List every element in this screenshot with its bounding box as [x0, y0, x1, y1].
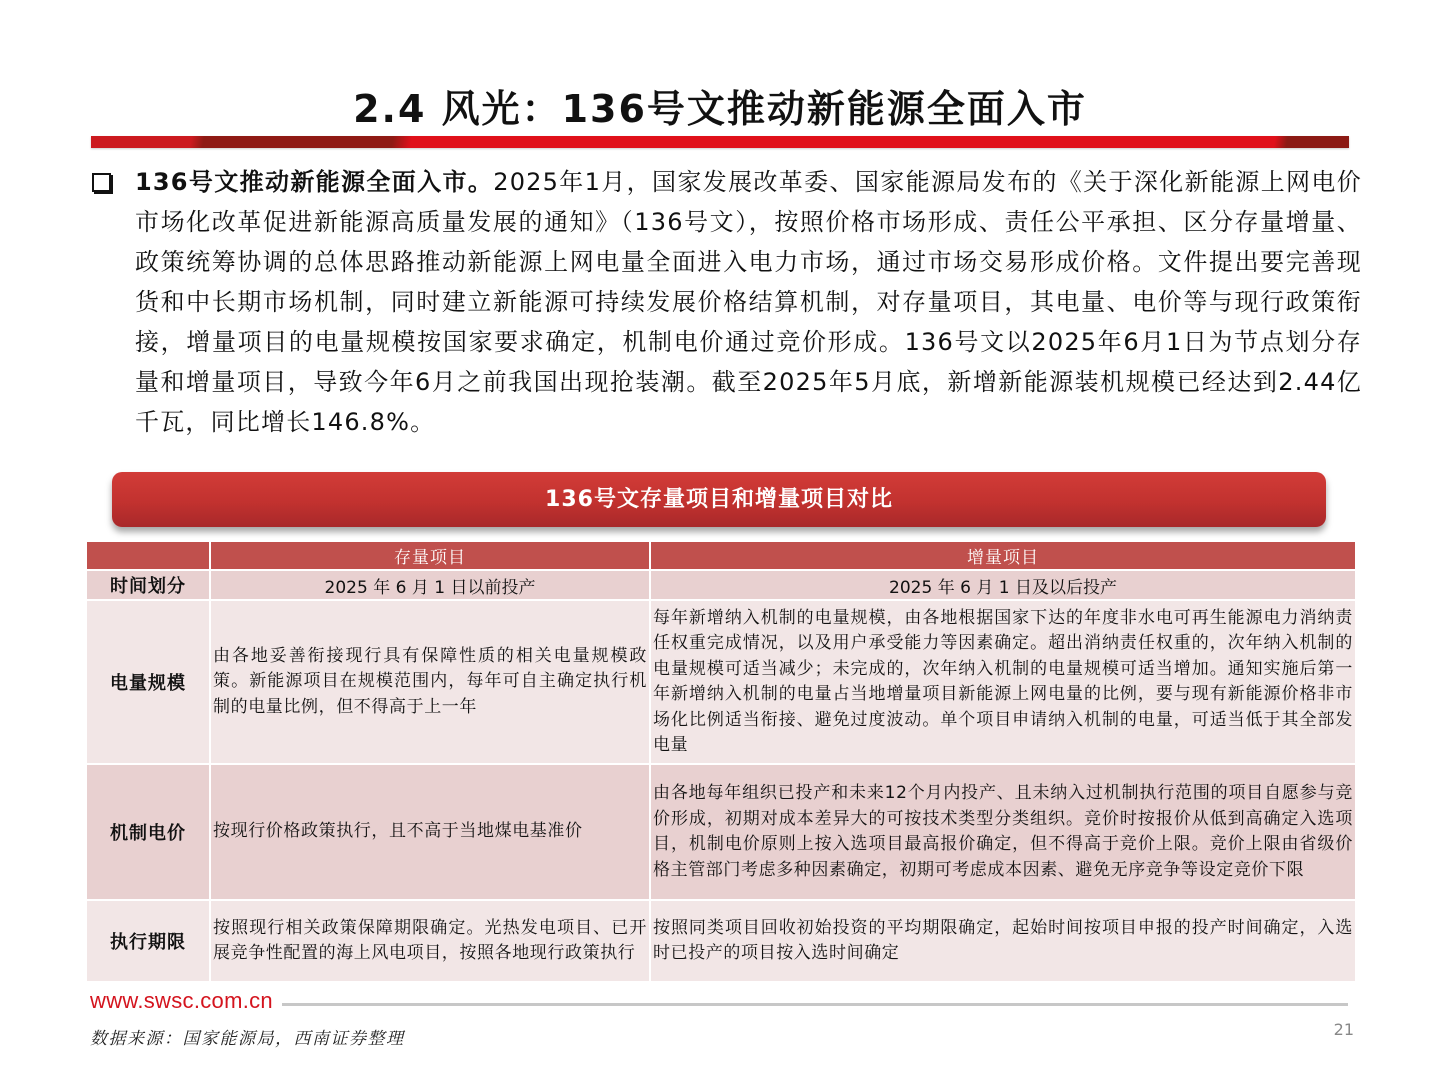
summary-bullet: [92, 162, 1362, 442]
row-label: 电量规模: [86, 600, 210, 764]
header-incremental: 增量项目: [650, 541, 1356, 570]
cell-existing: 按照现行相关政策保障期限确定。光热发电项目、已开展竞争性配置的海上风电项目，按照各地现行政策执行: [210, 900, 650, 982]
table-row: [86, 570, 1356, 600]
cell-existing: 按现行价格政策执行，且不高于当地煤电基准价: [210, 764, 650, 900]
table-row: [86, 600, 1356, 764]
cell-incremental: 按照同类项目回收初始投资的平均期限确定，起始时间按项目申报的投产时间确定，入选时已投产的项目按入选时间确定: [650, 900, 1356, 982]
table-row: [86, 900, 1356, 982]
row-label: 时间划分: [86, 570, 210, 600]
slide-title: 2.4 风光：136号文推动新能源全面入市: [353, 87, 1087, 131]
title-divider-bar: [91, 136, 1349, 148]
data-source-note: 数据来源：国家能源局，西南证券整理: [90, 1029, 405, 1049]
table-title-banner: 136号文存量项目和增量项目对比: [112, 472, 1326, 527]
row-label: 机制电价: [86, 764, 210, 900]
comparison-table: [85, 540, 1357, 983]
summary-lead: 136号文推动新能源全面入市。: [135, 168, 494, 196]
checkbox-square-icon: [92, 173, 111, 192]
cell-incremental: 由各地每年组织已投产和未来12个月内投产、且未纳入过机制执行范围的项目自愿参与竞价形成，初期对成本差异大的可按技术类型分类组织。竞价时按报价从低到高确定入选项目，机制电价原则上按入选项目最高报价确定，但不得高于竞价上限。竞价上限由省级价格主管部门考虑多种因素确定，初期可考虑成本因素、避免无序竞争等设定竞价下限: [650, 764, 1356, 900]
summary-body: 2025年1月，国家发展改革委、国家能源局发布的《关于深化新能源上网电价市场化改革促进新能源高质量发展的通知》（136号文），按照价格市场形成、责任公平承担、区分存量增量、政策统筹协调的总体思路推动新能源上网电量全面进入电力市场，通过市场交易形成价格。文件提出要完善现货和中长期市场机制，同时建立新能源可持续发展价格结算机制，对存量项目，其电量、电价等与现行政策衔接，增量项目的电量规模按国家要求确定，机制电价通过竞价形成。136号文以2025年6月1日为节点划分存量和增量项目，导致今年6月之前我国出现抢装潮。截至2025年5月底，新增新能源装机规模已经达到2.44亿千瓦，同比增长146.8%。: [135, 168, 1362, 436]
footer-divider: [282, 1003, 1348, 1006]
company-website-link[interactable]: www.swsc.com.cn: [90, 988, 273, 1013]
cell-existing: 由各地妥善衔接现行具有保障性质的相关电量规模政策。新能源项目在规模范围内，每年可自主确定执行机制的电量比例，但不得高于上一年: [210, 600, 650, 764]
cell-existing: 2025 年 6 月 1 日以前投产: [210, 570, 650, 600]
header-blank: [86, 541, 210, 570]
summary-text: [135, 162, 1362, 442]
table-row: [86, 764, 1356, 900]
page-number: 21: [1333, 1020, 1354, 1039]
cell-incremental: 每年新增纳入机制的电量规模，由各地根据国家下达的年度非水电可再生能源电力消纳责任权重完成情况，以及用户承受能力等因素确定。超出消纳责任权重的，次年纳入机制的电量规模可适当减少；未完成的，次年纳入机制的电量规模可适当增加。通知实施后第一年新增纳入机制的电量占当地增量项目新能源上网电量的比例，要与现有新能源价格非市场化比例适当衔接、避免过度波动。单个项目申请纳入机制的电量，可适当低于其全部发电量: [650, 600, 1356, 764]
table-header-row: [86, 541, 1356, 570]
cell-incremental: 2025 年 6 月 1 日及以后投产: [650, 570, 1356, 600]
header-existing: 存量项目: [210, 541, 650, 570]
row-label: 执行期限: [86, 900, 210, 982]
